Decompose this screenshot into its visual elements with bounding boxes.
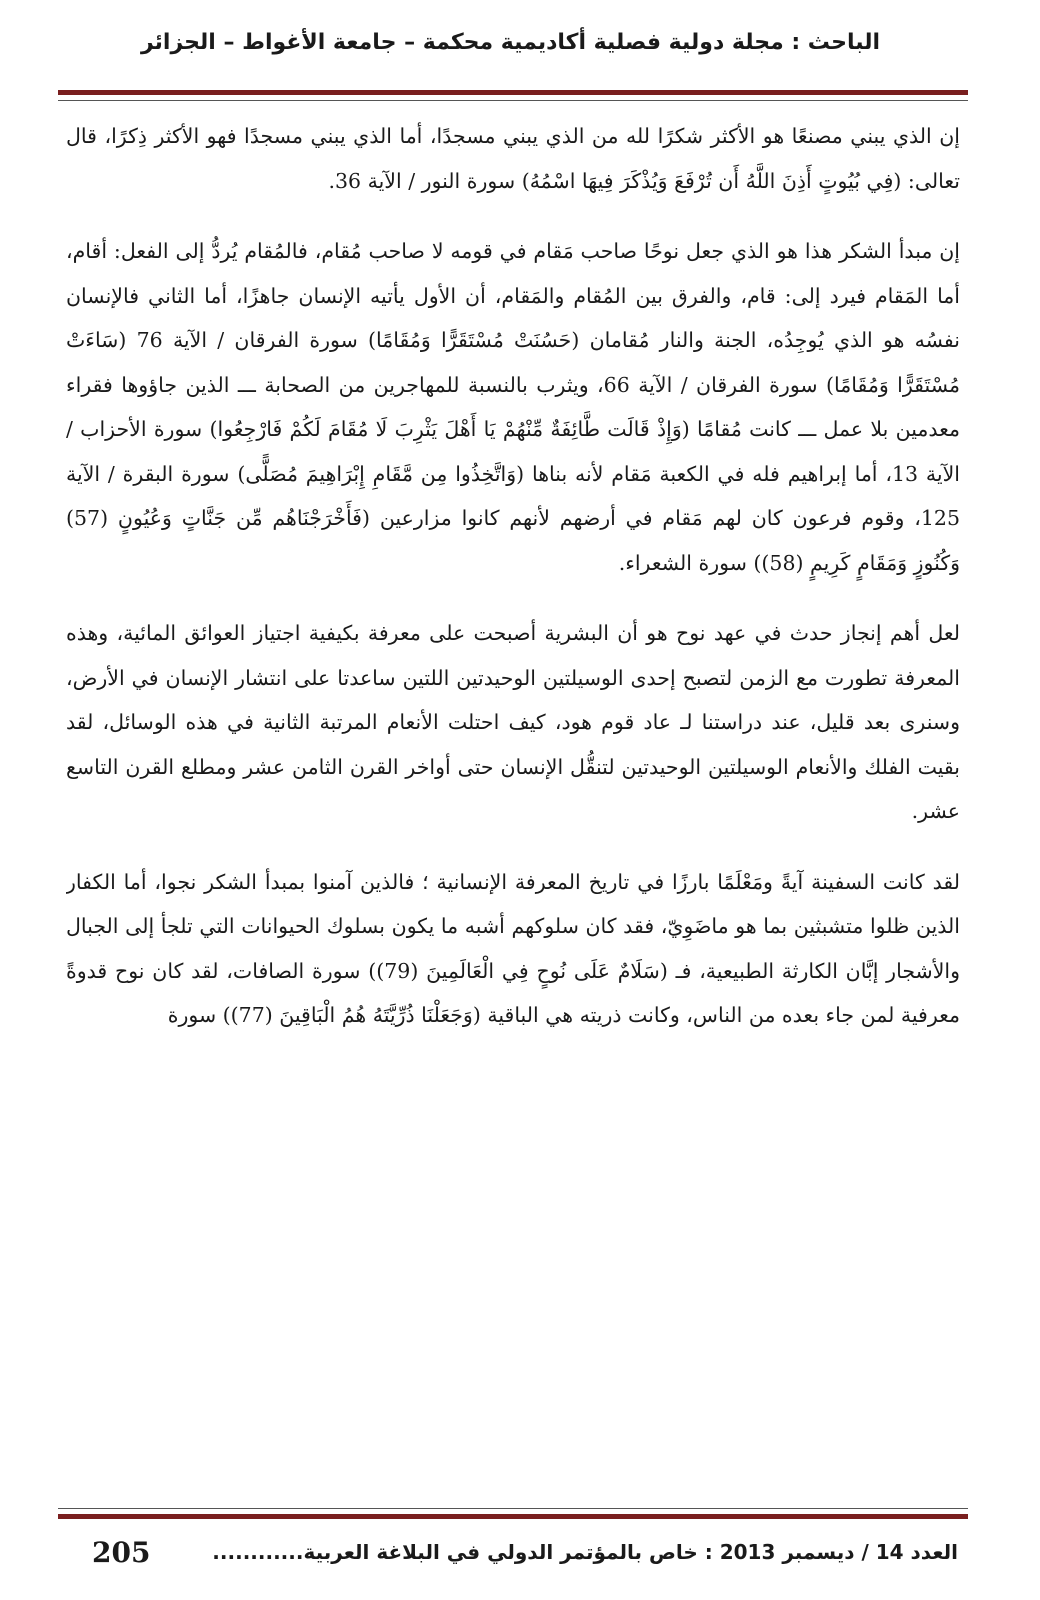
issue-info: العدد 14 / ديسمبر 2013 : خاص بالمؤتمر الدولي في البلاغة العربية............ xyxy=(212,1540,958,1564)
header-rule-thin xyxy=(58,100,968,101)
paragraph-4: لقد كانت السفينة آيةً ومَعْلَمًا بارزًا في تاريخ المعرفة الإنسانية ؛ فالذين آمنوا بمبدأ الشكر نجوا، أما الكفار الذين ظلوا متشبثين بما هو ماضَوِيّ، فقد كان سلوكهم أشبه ما يكون بسلوك الحيوانات التي تلجأ إلى الجبال والأشجار إبَّان الكارثة الطبيعية، فـ (سَلَامٌ عَلَى نُوحٍ فِي الْعَالَمِينَ (79)) سورة الصافات، لقد كان نوح قدوةً معرفية لمن جاء بعده من الناس، وكانت ذريته هي الباقية (وَجَعَلْنَا ذُرِّيَّتَهُ هُمُ الْبَاقِينَ (77)) سورة xyxy=(66,869,960,1027)
header-rule xyxy=(58,90,968,95)
page-footer xyxy=(92,1530,958,1574)
paragraph-3: لعل أهم إنجاز حدث في عهد نوح هو أن البشرية أصبحت على معرفة بكيفية اجتياز العوائق المائية، وهذه المعرفة تطورت مع الزمن لتصبح إحدى الوسيلتين الوحيدتين اللتين ساعدتا على انتشار الإنسان في الأرض، وسنرى بعد قليل، عند دراستنا لـ عاد قوم هود، كيف احتلت الأنعام المرتبة الثانية في هذه الوسائل، لقد بقيت الفلك والأنعام الوسيلتين الوحيدتين لتنقُّل الإنسان حتى أواخر القرن الثامن عشر ومطلع القرن التاسع عشر. xyxy=(66,621,960,823)
paragraph-1: إن الذي يبني مصنعًا هو الأكثر شكرًا لله من الذي يبني مسجدًا، أما الذي يبني مسجدًا فهو الأكثر ذِكرًا، قال تعالى: (فِي بُيُوتٍ أَذِنَ اللَّهُ أَن تُرْفَعَ وَيُذْكَرَ فِيهَا اسْمُهُ) سورة النور / الآية 36. xyxy=(66,124,960,193)
article-body xyxy=(66,114,960,1499)
footer-rule-thin xyxy=(58,1508,968,1509)
paragraph-2: إن مبدأ الشكر هذا هو الذي جعل نوحًا صاحب مَقام في قومه لا صاحب مُقام، فالمُقام يُردُّ إلى الفعل: أقام، أما المَقام فيرد إلى: قام، والفرق بين المُقام والمَقام، أن الأول يأتيه الإنسان جاهزًا، أما الثاني فالإنسان نفسُه هو الذي يُوجِدُه، الجنة والنار مُقامان (حَسُنَتْ مُسْتَقَرًّا وَمُقَامًا) سورة الفرقان / الآية 76 (سَاءَتْ مُسْتَقَرًّا وَمُقَامًا) سورة الفرقان / الآية 66، ويثرب بالنسبة للمهاجرين من الصحابة ـــ الذين جاؤوها فقراء معدمين بلا عمل ـــ كانت مُقامًا (وَإِذْ قَالَت طَّائِفَةٌ مِّنْهُمْ يَا أَهْلَ يَثْرِبَ لَا مُقَامَ لَكُمْ فَارْجِعُوا) سورة الأحزاب / الآية 13، أما إبراهيم فله في الكعبة مَقام لأنه بناها (وَاتَّخِذُوا مِن مَّقَامِ إِبْرَاهِيمَ مُصَلًّى) سورة البقرة / الآية 125، وقوم فرعون كان لهم مَقام في أرضهم لأنهم كانوا مزارعين (فَأَخْرَجْنَاهُم مِّن جَنَّاتٍ وَعُيُونٍ (57) وَكُنُوزٍ وَمَقَامٍ كَرِيمٍ (58)) سورة الشعراء. xyxy=(66,239,960,575)
page-number: 205 xyxy=(92,1535,151,1569)
journal-header: الباحث : مجلة دولية فصلية أكاديمية محكمة – جامعة الأغواط – الجزائر xyxy=(140,30,880,55)
footer-rule xyxy=(58,1514,968,1519)
